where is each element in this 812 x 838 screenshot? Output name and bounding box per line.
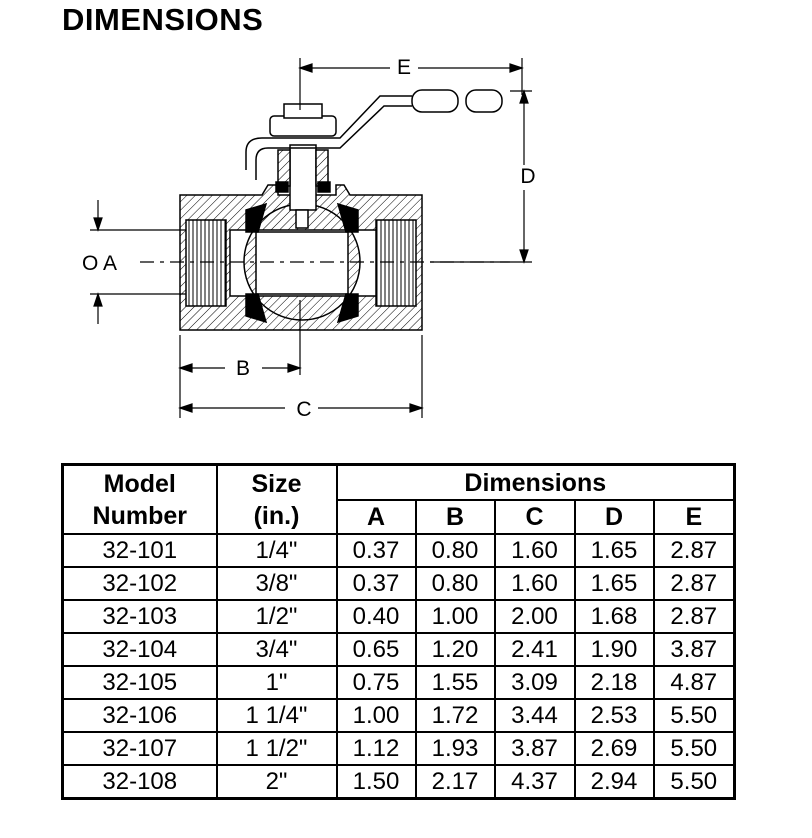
cell-size: 1"	[217, 666, 337, 699]
header-size-line2: (in.)	[253, 501, 300, 530]
cell-model: 32-104	[63, 633, 217, 666]
cell-model: 32-106	[63, 699, 217, 732]
header-size	[217, 465, 337, 535]
cell-model: 32-103	[63, 600, 217, 633]
cell-a: 0.40	[337, 600, 416, 633]
label-e: E	[396, 56, 412, 79]
header-col-c: C	[495, 500, 575, 534]
cell-e: 3.87	[654, 633, 735, 666]
cell-size: 1/2"	[217, 600, 337, 633]
cell-c: 1.60	[495, 567, 575, 600]
cell-b: 0.80	[416, 567, 495, 600]
cell-e: 2.87	[654, 567, 735, 600]
cell-a: 0.37	[337, 567, 416, 600]
header-col-a: A	[337, 500, 416, 534]
table-row	[63, 633, 735, 666]
table-row	[63, 765, 735, 799]
cell-c: 3.09	[495, 666, 575, 699]
cell-model: 32-105	[63, 666, 217, 699]
label-b: B	[235, 357, 251, 380]
cell-b: 1.20	[416, 633, 495, 666]
cell-a: 0.65	[337, 633, 416, 666]
cell-b: 1.93	[416, 732, 495, 765]
header-col-e: E	[654, 500, 735, 534]
header-col-d: D	[575, 500, 654, 534]
table-row	[63, 567, 735, 600]
cell-size: 1 1/2"	[217, 732, 337, 765]
label-c: C	[296, 398, 312, 421]
cell-model: 32-108	[63, 765, 217, 799]
cell-c: 3.87	[495, 732, 575, 765]
cell-e: 2.87	[654, 600, 735, 633]
cell-c: 3.44	[495, 699, 575, 732]
cell-b: 1.55	[416, 666, 495, 699]
cell-model: 32-107	[63, 732, 217, 765]
table-row	[63, 666, 735, 699]
header-model-number	[63, 465, 217, 535]
cell-size: 3/8"	[217, 567, 337, 600]
label-d: D	[520, 165, 536, 188]
cell-a: 1.00	[337, 699, 416, 732]
cell-size: 1/4"	[217, 534, 337, 567]
cell-d: 2.69	[575, 732, 654, 765]
label-a: O A	[82, 252, 118, 275]
cell-d: 1.65	[575, 534, 654, 567]
cell-e: 5.50	[654, 765, 735, 799]
cell-b: 1.72	[416, 699, 495, 732]
header-dimensions: Dimensions	[337, 465, 735, 501]
header-col-b: B	[416, 500, 495, 534]
cell-c: 2.00	[495, 600, 575, 633]
table-row	[63, 534, 735, 567]
table-row	[63, 699, 735, 732]
cell-c: 1.60	[495, 534, 575, 567]
header-model-line2: Number	[92, 501, 187, 530]
cell-b: 1.00	[416, 600, 495, 633]
cell-b: 0.80	[416, 534, 495, 567]
cell-model: 32-102	[63, 567, 217, 600]
cell-e: 5.50	[654, 699, 735, 732]
cell-d: 1.68	[575, 600, 654, 633]
table-header-row	[63, 465, 735, 501]
cell-d: 2.94	[575, 765, 654, 799]
cell-a: 0.75	[337, 666, 416, 699]
cell-a: 1.50	[337, 765, 416, 799]
cell-a: 1.12	[337, 732, 416, 765]
cell-size: 3/4"	[217, 633, 337, 666]
dimensions-table	[61, 463, 736, 800]
cell-e: 2.87	[654, 534, 735, 567]
cell-model: 32-101	[63, 534, 217, 567]
cell-size: 1 1/4"	[217, 699, 337, 732]
cell-c: 2.41	[495, 633, 575, 666]
table-row	[63, 732, 735, 765]
cell-d: 2.18	[575, 666, 654, 699]
cell-e: 5.50	[654, 732, 735, 765]
cell-size: 2"	[217, 765, 337, 799]
cell-e: 4.87	[654, 666, 735, 699]
cell-a: 0.37	[337, 534, 416, 567]
cell-d: 1.90	[575, 633, 654, 666]
cell-d: 2.53	[575, 699, 654, 732]
valve-body	[180, 90, 502, 330]
cell-d: 1.65	[575, 567, 654, 600]
page-title: DIMENSIONS	[62, 2, 264, 37]
cell-b: 2.17	[416, 765, 495, 799]
header-size-line1: Size	[251, 469, 302, 498]
table-row	[63, 600, 735, 633]
cell-c: 4.37	[495, 765, 575, 799]
header-model-line1: Model	[103, 469, 176, 498]
